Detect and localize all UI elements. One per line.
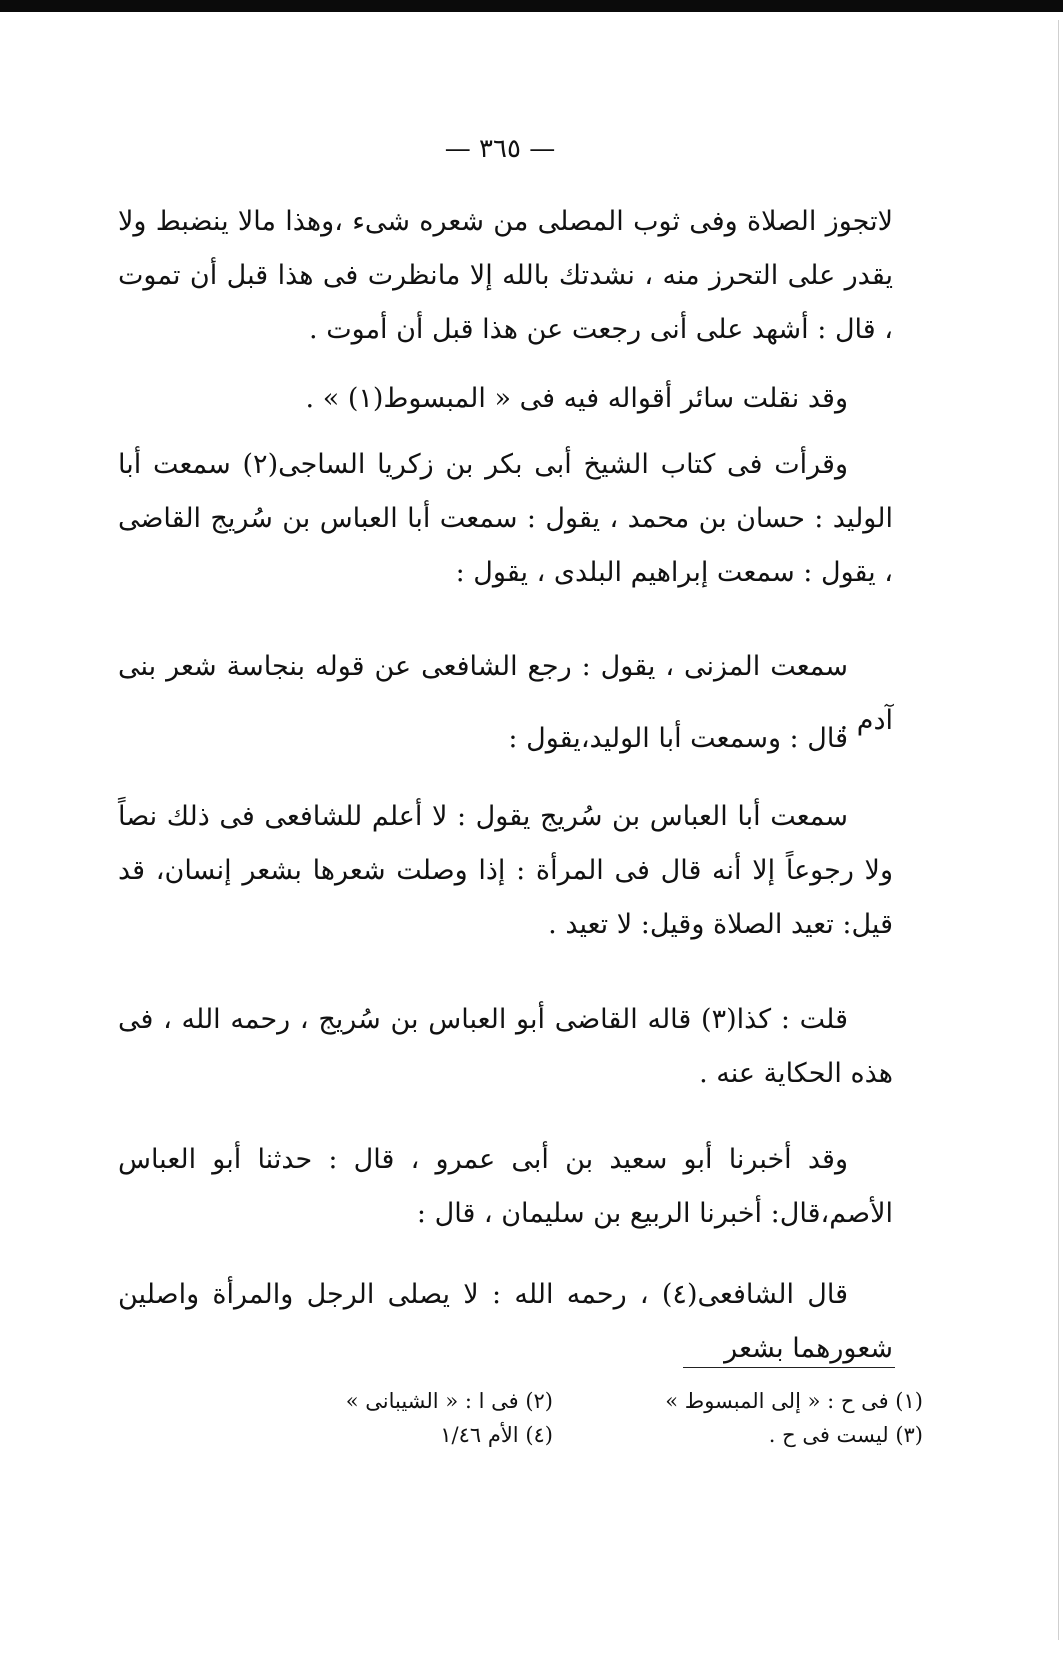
page-number: — ٣٦٥ — [444,134,556,164]
paragraph-2: وقد نقلت سائر أقواله فيه فى « المبسوط(١) » . [305,383,848,414]
paragraph-8: وقد أخبرنا أبو سعيد بن أبى عمرو ، قال : حدثنا أبو العباس الأصم،قال: أخبرنا الربيع بن سليمان ، قال : [118,1144,893,1229]
footnote-4: (٤) الأم ١/٤٦ [440,1423,553,1447]
paragraph-3: وقرأت فى كتاب الشيخ أبى بكر بن زكريا الساجى(٢) سمعت أبا الوليد : حسان بن محمد ، يقول : سمعت أبا العباس بن سُريج القاضى ، يقول : سمعت إبراهيم البلدى ، يقول : [118,449,893,588]
scan-right-edge [1058,20,1059,1640]
paragraph-6: سمعت أبا العباس بن سُريج يقول : لا أعلم للشافعى فى ذلك نصاً ولا رجوعاً إلا أنه قال فى المرأة : إذا وصلت شعرها بشعر إنسان، قد قيل: تعيد الصلاة وقيل: لا تعيد . [118,801,893,940]
footnote-1: (١) فى ح : « إلى المبسوط » [665,1389,923,1413]
paragraph-4: سمعت المزنى ، يقول : رجع الشافعى عن قوله بنجاسة شعر بنى آدم . [118,651,893,736]
footnote-2: (٢) فى ا : « الشيبانى » [345,1389,553,1413]
paragraph-7: قلت : كذا(٣) قاله القاضى أبو العباس بن سُريج ، رحمه الله ، فى هذه الحكاية عنه . [118,1004,893,1089]
footnote-separator [683,1367,895,1368]
paragraph-5: قال : وسمعت أبا الوليد،يقول : [508,723,848,754]
scan-top-border [0,0,1063,12]
footnote-3: (٣) ليست فى ح . [768,1423,923,1447]
paragraph-1: لاتجوز الصلاة وفى ثوب المصلى من شعره شىء ،وهذا مالا ينضبط ولا يقدر على التحرز منه ، نشدتك بالله إلا مانظرت فى هذا قبل أن تموت ، قال : أشهد على أنى رجعت عن هذا قبل أن أموت . [118,206,893,345]
paragraph-9: قال الشافعى(٤) ، رحمه الله : لا يصلى الرجل والمرأة واصلين شعورهما بشعر [118,1279,893,1364]
